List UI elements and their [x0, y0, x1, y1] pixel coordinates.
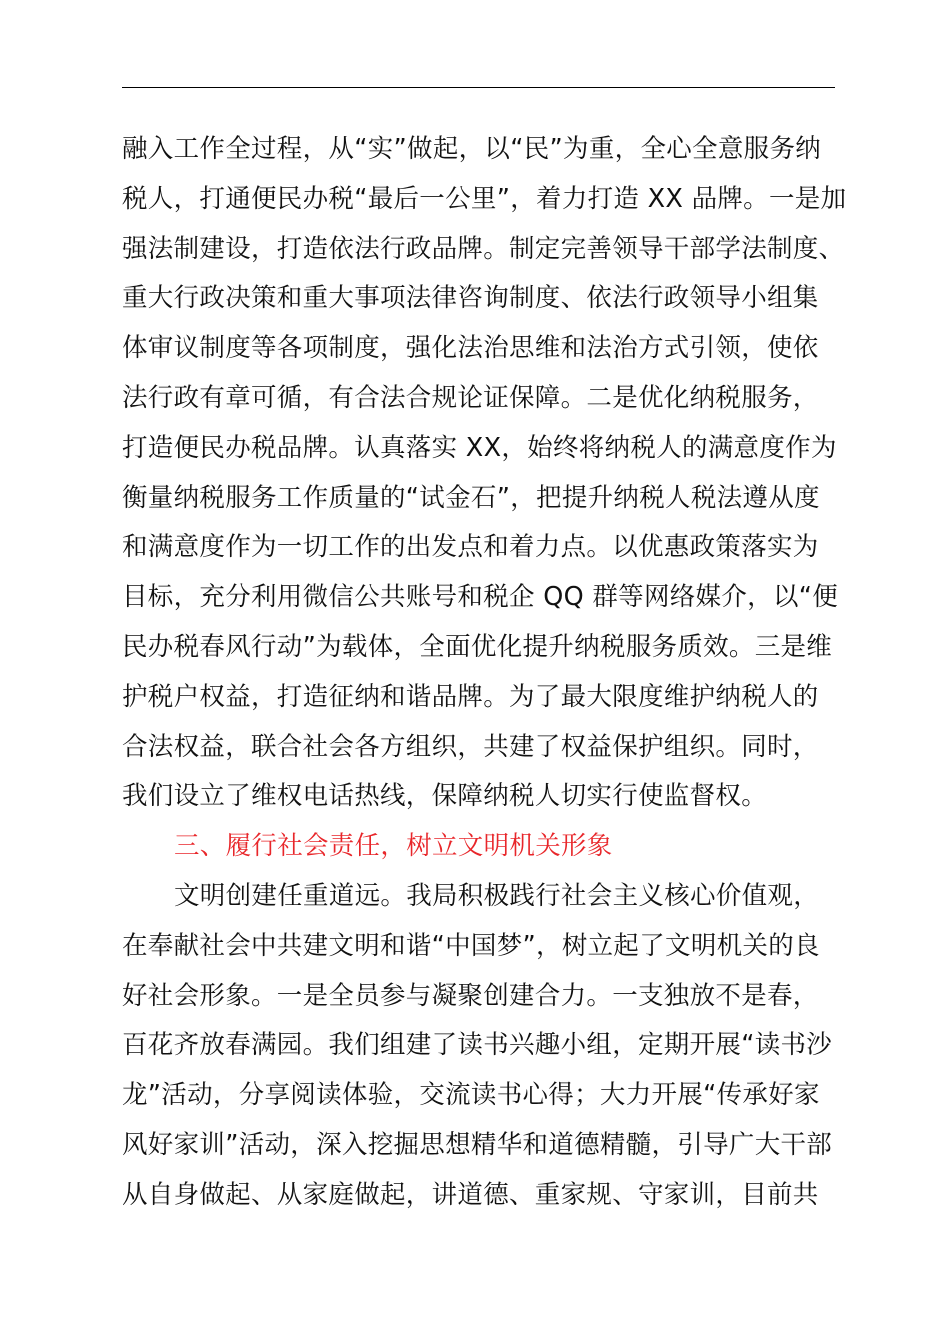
paragraph-line: 法行政有章可循，有合法合规论证保障。二是优化纳税服务， [122, 382, 819, 413]
paragraph-line: 民办税春风行动”为载体，全面优化提升纳税服务质效。三是维 [122, 631, 833, 662]
paragraph-line: 好社会形象。一是全员参与凝聚创建合力。一支独放不是春， [122, 980, 819, 1011]
paragraph-line: 合法权益，联合社会各方组织，共建了权益保护组织。同时， [122, 731, 819, 762]
document-body [122, 125, 847, 1221]
paragraph-line: 从自身做起、从家庭做起，讲道德、重家规、守家训，目前共 [122, 1179, 819, 1210]
paragraph-line: 我们设立了维权电话热线，保障纳税人切实行使监督权。 [122, 781, 768, 812]
header-rule [122, 87, 835, 88]
paragraph-line: 龙”活动，分享阅读体验，交流读书心得；大力开展“传承好家 [122, 1080, 820, 1111]
paragraph-line: 百花齐放春满园。我们组建了读书兴趣小组，定期开展“读书沙 [122, 1030, 833, 1061]
paragraph-line: 打造便民办税品牌。认真落实 XX，始终将纳税人的满意度作为 [122, 432, 837, 463]
paragraph-line: 融入工作全过程，从“实”做起，以“民”为重，全心全意服务纳 [122, 134, 822, 164]
paragraph-line: 强法制建设，打造依法行政品牌。制定完善领导干部学法制度、 [122, 233, 845, 264]
paragraph-line: 在奉献社会中共建文明和谐“中国梦”，树立起了文明机关的良 [122, 930, 820, 961]
paragraph-line: 税人，打通便民办税“最后一公里”，着力打造 XX 品牌。一是加 [122, 183, 847, 214]
paragraph-line: 目标，充分利用微信公共账号和税企 QQ 群等网络媒介，以“便 [122, 582, 839, 613]
paragraph-line: 风好家训”活动，深入挖掘思想精华和道德精髓，引导广大干部 [122, 1129, 833, 1160]
paragraph-line: 重大行政决策和重大事项法律咨询制度、依法行政领导小组集 [122, 283, 819, 314]
section-heading: 三、履行社会责任，树立文明机关形象 [174, 831, 613, 862]
paragraph-line: 体审议制度等各项制度，强化法治思维和法治方式引领，使依 [122, 333, 819, 364]
paragraph-line: 衡量纳税服务工作质量的“试金石”，把提升纳税人税法遵从度 [122, 482, 820, 513]
paragraph-line: 文明创建任重道远。我局积极践行社会主义核心价值观， [174, 880, 820, 911]
paragraph-line: 护税户权益，打造征纳和谐品牌。为了最大限度维护纳税人的 [122, 681, 819, 712]
paragraph-line: 和满意度作为一切工作的出发点和着力点。以优惠政策落实为 [122, 532, 819, 563]
